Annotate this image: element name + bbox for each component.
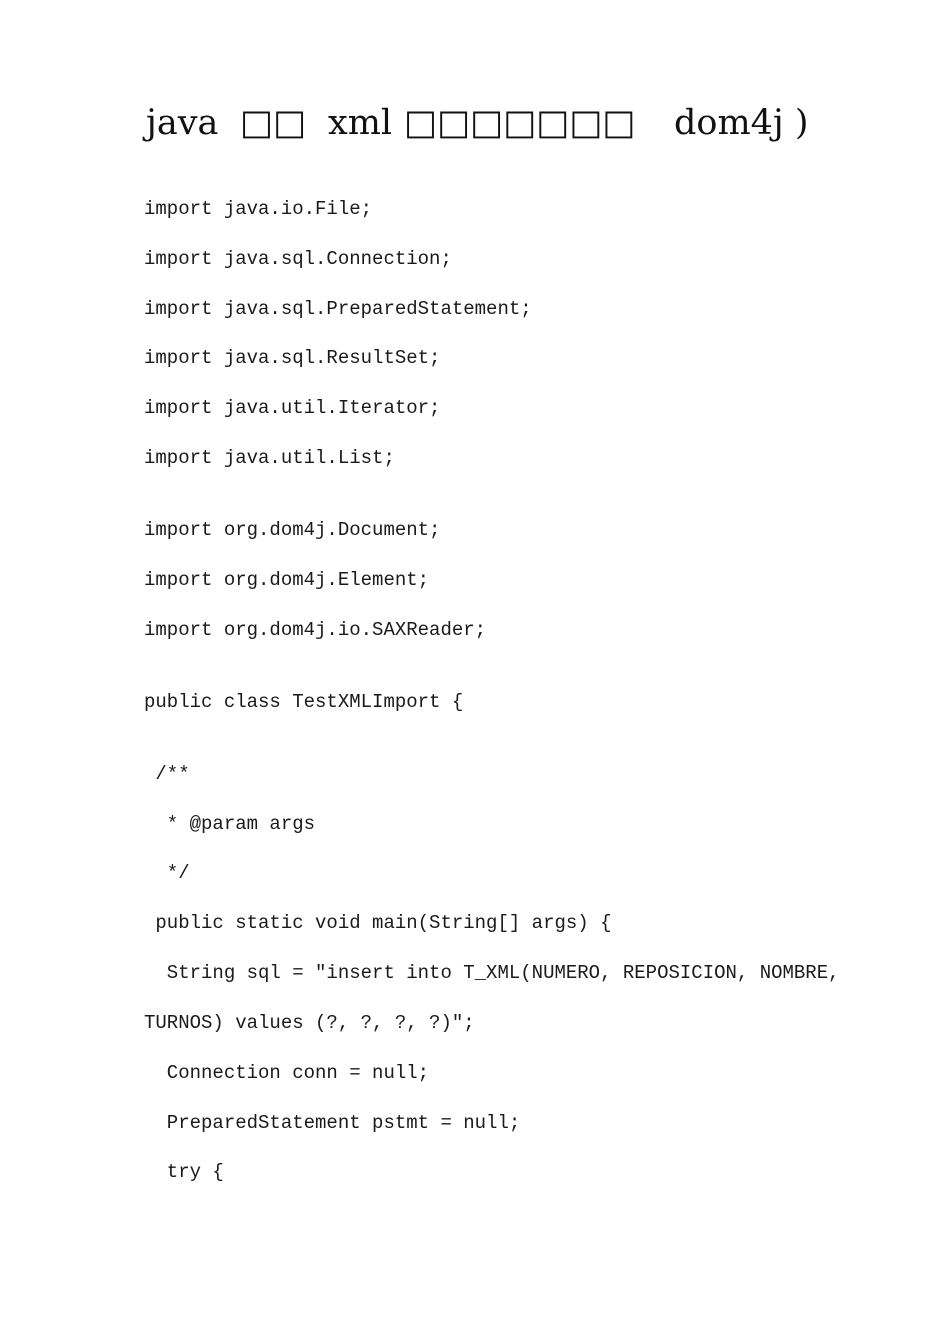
code-line: Connection conn = null; [144, 1062, 430, 1084]
title-part-missing-glyphs-1: □□ [240, 103, 307, 143]
code-line: try { [144, 1161, 224, 1183]
code-line: import java.io.File; [144, 198, 373, 220]
code-line: */ [144, 862, 190, 884]
title-part-java: java [146, 103, 219, 143]
code-line: import org.dom4j.io.SAXReader; [144, 619, 487, 641]
title-part-xml: xml [328, 103, 393, 143]
code-line: TURNOS) values (?, ?, ?, ?)"; [144, 1012, 475, 1034]
code-line: /** [144, 763, 190, 785]
code-line: PreparedStatement pstmt = null; [144, 1112, 521, 1134]
code-line: import java.sql.PreparedStatement; [144, 298, 532, 320]
code-line: import org.dom4j.Element; [144, 569, 430, 591]
code-line: String sql = "insert into T_XML(NUMERO, REPOSICION, NOMBRE, [144, 962, 840, 984]
code-line: import org.dom4j.Document; [144, 519, 441, 541]
code-line: public class TestXMLImport { [144, 691, 464, 713]
code-line: import java.sql.ResultSet; [144, 347, 441, 369]
code-line: import java.sql.Connection; [144, 248, 452, 270]
document-title [146, 100, 826, 146]
code-line: import java.util.Iterator; [144, 397, 441, 419]
code-line: public static void main(String[] args) { [144, 912, 612, 934]
code-line: * @param args [144, 813, 316, 835]
code-line: import java.util.List; [144, 447, 395, 469]
title-part-missing-glyphs-2: □□□□□□□ [404, 103, 636, 143]
title-part-dom4j: dom4j ) [674, 103, 809, 143]
